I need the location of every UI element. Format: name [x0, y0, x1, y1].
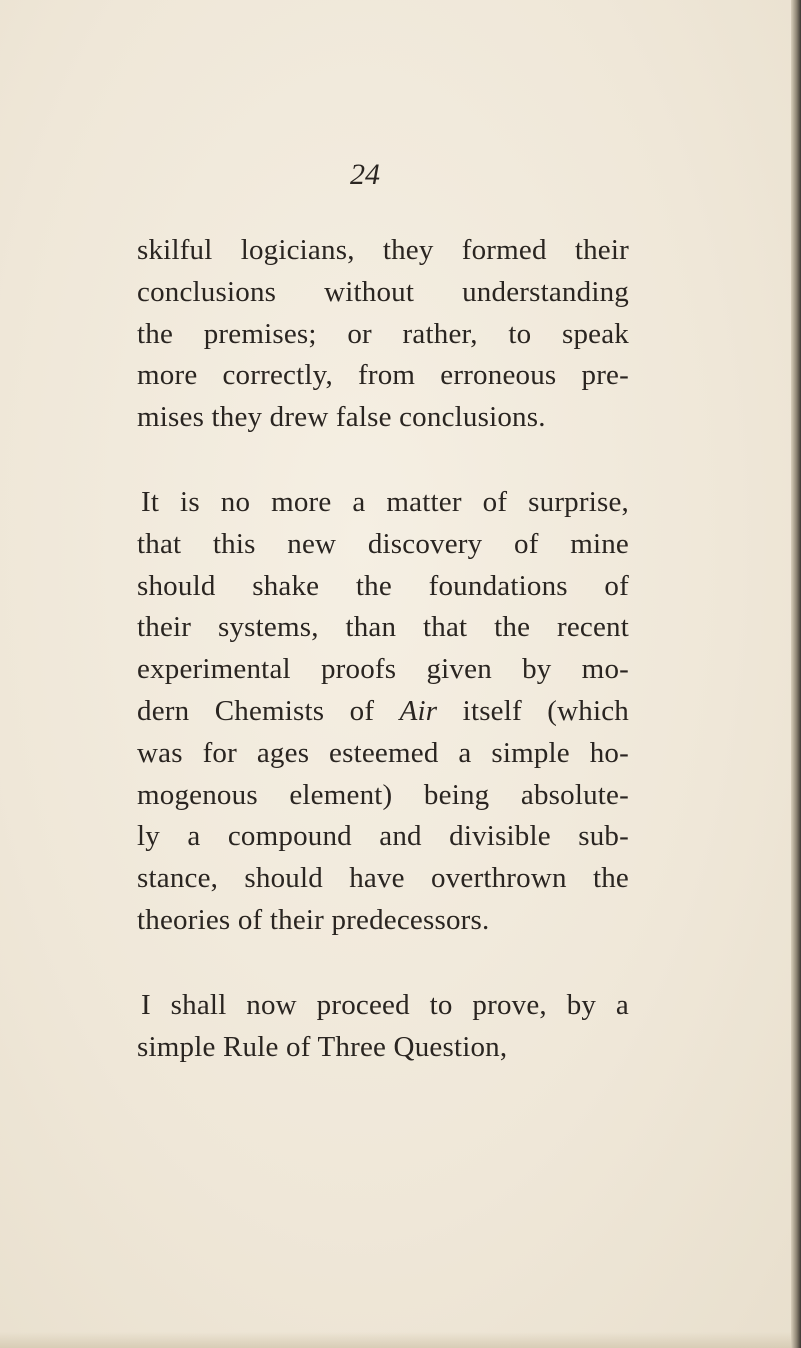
text-line: more correctly, from erroneous pre-: [137, 359, 629, 392]
text-line: that this new discovery of mine: [137, 527, 629, 560]
paragraph-3: [137, 985, 629, 1069]
text-line: It is no more a matter of surprise,: [141, 485, 629, 518]
paragraph-2: [137, 482, 629, 942]
page-number: 24: [350, 158, 380, 191]
text-line: stance, should have overthrown the: [137, 862, 629, 895]
text-line: should shake the foundations of: [137, 569, 629, 602]
text-line: was for ages esteemed a simple ho-: [137, 736, 629, 769]
text-line: mogenous element) being absolute-: [137, 778, 629, 811]
paragraph-1: [137, 230, 629, 439]
text-line: theories of their predecessors.: [137, 903, 490, 936]
body-text: [137, 230, 629, 1111]
page-bottom-shadow: [0, 1332, 801, 1348]
text-segment: dern Chemists of: [137, 694, 400, 727]
text-segment: itself (which: [437, 694, 629, 727]
text-line: mises they drew false conclusions.: [137, 401, 546, 434]
text-line: the premises; or rather, to speak: [137, 317, 629, 350]
text-line: skilful logicians, they formed their: [137, 234, 629, 266]
text-line: their systems, than that the recent: [137, 611, 629, 644]
text-line: conclusions without understanding: [137, 275, 629, 308]
text-line: ly a compound and divisible sub-: [137, 820, 629, 853]
text-line: I shall now proceed to prove, by a: [141, 988, 629, 1021]
text-line: simple Rule of Three Question,: [137, 1030, 508, 1063]
text-line-with-italic: [137, 691, 629, 733]
italic-word: Air: [399, 694, 438, 727]
text-line: experimental proofs given by mo-: [137, 653, 629, 686]
page-right-edge: [791, 0, 801, 1348]
